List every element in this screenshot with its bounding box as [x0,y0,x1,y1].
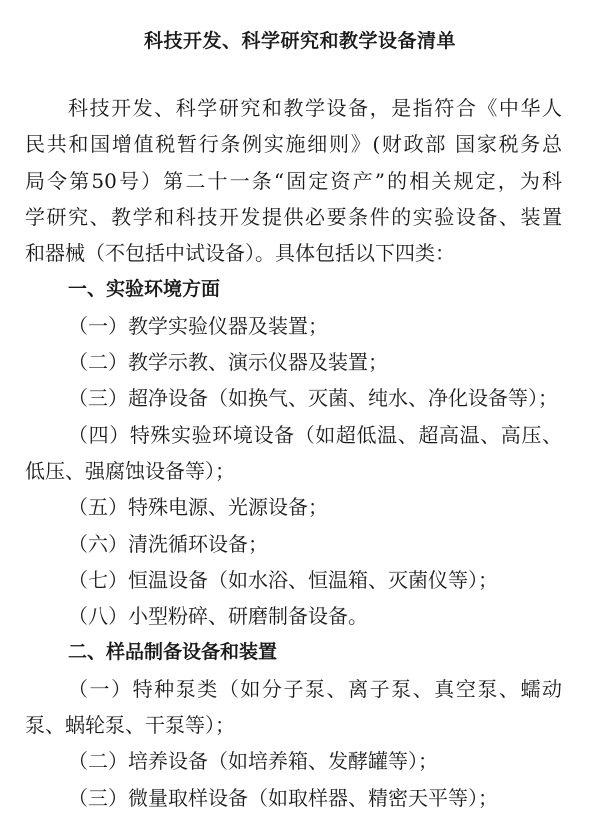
intro-line: 民共和国增值税暂行条例实施细则》(财政部 国家税务总 [25,132,562,157]
list-item: （四）特殊实验环境设备（如超低温、超高温、高压、 [68,422,562,447]
intro-line: 科技开发、科学研究和教学设备，是指符合《中华人 [68,96,562,120]
section-heading: 二、样品制备设备和装置 [68,641,278,664]
list-item: （二）培养设备（如培养箱、发酵罐等）； [68,749,438,774]
list-item-continuation: 泵、蜗轮泵、干泵等）； [25,713,235,738]
section-heading: 一、实验环境方面 [68,278,221,301]
list-item: （八）小型粉碎、研磨制备设备。 [68,604,368,629]
list-item: （一）特种泵类（如分子泵、离子泵、真空泵、蠕动 [68,676,562,701]
list-item: （二）教学示教、演示仪器及装置； [68,350,388,375]
list-item: （三）微量取样设备（如取样器、精密天平等）； [68,785,498,810]
list-item: （五）特殊电源、光源设备； [68,495,328,520]
intro-line: 局令第50号）第二十一条“固定资产”的相关规定，为科 [25,168,562,193]
list-item: （六）清洗循环设备； [68,531,268,556]
list-item: （三）超净设备（如换气、灭菌、纯水、净化设备等）； [68,386,558,411]
intro-line: 和器械（不包括中试设备）。具体包括以下四类： [25,241,455,266]
list-item: （一）教学实验仪器及装置； [68,313,328,338]
document-body [0,90,600,816]
list-item-continuation: 低压、强腐蚀设备等）； [25,458,235,483]
intro-line: 学研究、教学和科技开发提供必要条件的实验设备、装置 [25,204,562,229]
document-title: 科技开发、科学研究和教学设备清单 [143,30,456,52]
list-item: （七）恒温设备（如水浴、恒温箱、灭菌仪等）； [68,567,498,592]
